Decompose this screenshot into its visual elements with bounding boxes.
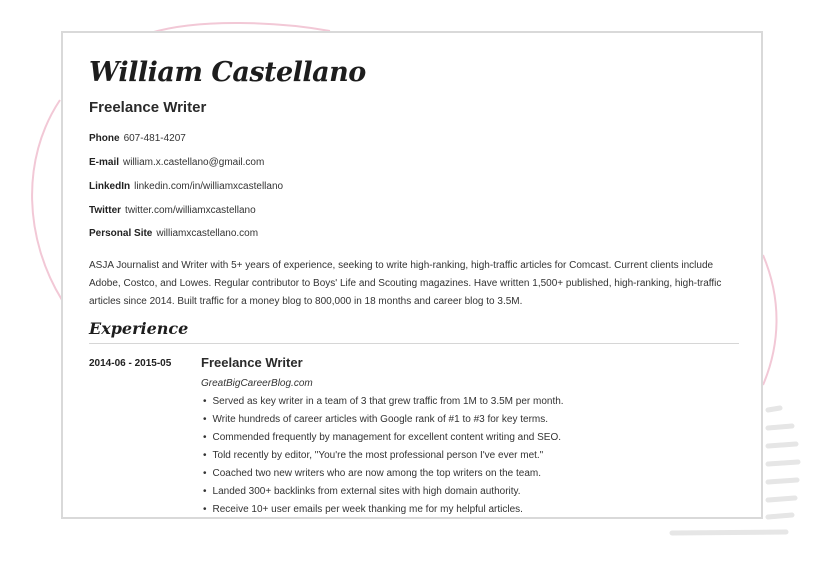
contact-linkedin: [89, 181, 283, 192]
contact-label: Phone: [89, 133, 120, 144]
candidate-name: William Castellano: [89, 57, 366, 88]
resume-page: [61, 31, 763, 519]
job-bullet: • Commended frequently by management for excellent content writing and SEO.: [201, 429, 564, 447]
contact-value: william.x.castellano@gmail.com: [123, 157, 265, 168]
contact-label: LinkedIn: [89, 181, 131, 192]
contact-label: Twitter: [89, 205, 122, 216]
job-dates: 2014-06 - 2015-05: [89, 358, 172, 369]
job-title: Freelance Writer: [201, 355, 303, 370]
summary-paragraph: ASJA Journalist and Writer with 5+ years of experience, seeking to write high-ranking, high-traffic articles for Comcast. Current clients include Adobe, Costco, and Lowes. Regular contributor to Boys' Life and Scouting magazines. Have written 1,500+ published, high-ranking, high-traffic articles since 2014. Built traffic for a money blog to 800,000 in 18 months and career blog to 3.5M.: [89, 260, 722, 307]
contact-value: twitter.com/williamxcastellano: [125, 205, 256, 216]
job-bullet: • Coached two new writers who are now among the top writers on the team.: [201, 465, 564, 483]
contact-value: 607-481-4207: [123, 133, 186, 144]
candidate-title: Freelance Writer: [89, 99, 207, 116]
contact-label: Personal Site: [89, 228, 153, 239]
job-bullet: • Receive 10+ user emails per week thanking me for my helpful articles.: [201, 501, 564, 519]
contact-value: williamxcastellano.com: [156, 228, 259, 239]
job-bullet: • Told recently by editor, "You're the most professional person I've ever met.": [201, 447, 564, 465]
job-bullet: • Landed 300+ backlinks from external sites with high domain authority.: [201, 483, 564, 501]
contact-label: E-mail: [89, 157, 120, 168]
experience-heading: Experience: [89, 319, 189, 338]
job-company: GreatBigCareerBlog.com: [201, 378, 313, 389]
contact-twitter: [89, 205, 256, 216]
contact-personal-site: [89, 228, 258, 239]
section-divider: [89, 343, 739, 344]
contact-email: [89, 157, 264, 168]
contact-phone: [89, 133, 186, 144]
job-bullets: [201, 393, 564, 519]
job-bullet: • Write hundreds of career articles with Google rank of #1 to #3 for key terms.: [201, 411, 564, 429]
contact-value: linkedin.com/in/williamxcastellano: [134, 181, 284, 192]
job-bullet: • Served as key writer in a team of 3 that grew traffic from 1M to 3.5M per month.: [201, 393, 564, 411]
